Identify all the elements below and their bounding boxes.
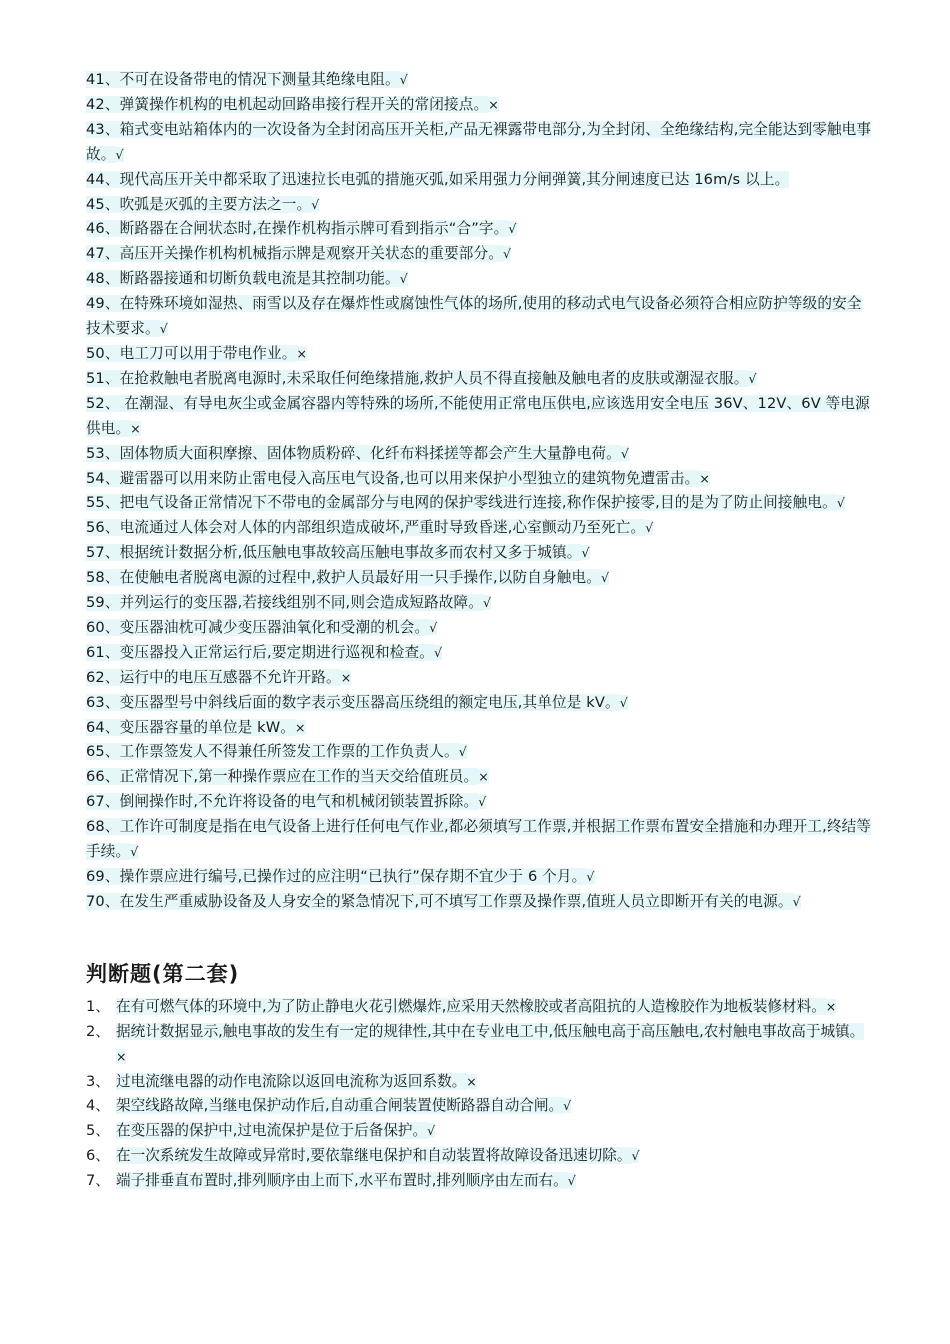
answer-mark: √: [429, 619, 438, 635]
answer-mark: √: [645, 520, 654, 536]
question-item: [86, 815, 872, 865]
question-item: [86, 68, 872, 93]
question-text: 据统计数据显示,触电事故的发生有一定的规律性,其中在专业电工中,低压触电高于高压触电,农村触电事故高于城镇。: [116, 1022, 865, 1040]
question-text: 架空线路故障,当继电保护动作后,自动重合闸装置使断路器自动合闸。: [116, 1097, 564, 1115]
question-text: 50、电工刀可以用于带电作业。: [86, 344, 297, 362]
question-text: 49、在特殊环境如湿热、雨雪以及存在爆炸性或腐蚀性气体的场所,使用的移动式电气设备必须符合相应防护等级的安全技术要求。: [86, 295, 862, 338]
question-text: 在有可燃气体的环境中,为了防止静电火花引燃爆炸,应采用天然橡胶或者高阻抗的人造橡胶作为地板装修材料。: [116, 997, 826, 1015]
answer-mark: √: [581, 545, 590, 561]
question-text: 64、变压器容量的单位是 kW。: [86, 718, 296, 736]
question-text: 57、根据统计数据分析,低压触电事故较高压触电事故多而农村又多于城镇。: [86, 544, 582, 562]
question-number: 4、: [86, 1097, 110, 1115]
question-item: [86, 591, 872, 616]
question-text: 65、工作票签发人不得兼任所签发工作票的工作负责人。: [86, 743, 459, 761]
question-item: [86, 1169, 872, 1194]
question-number: 2、: [86, 1022, 110, 1040]
question-text: 45、吹弧是灭弧的主要方法之一。: [86, 195, 312, 213]
question-list-part1: [86, 68, 872, 915]
question-text: 54、避雷器可以用来防止雷电侵入高压电气设备,也可以用来保护小型独立的建筑物免遭雷击。: [86, 469, 700, 487]
answer-mark: √: [502, 246, 512, 262]
answer-mark: ×: [340, 669, 352, 685]
answer-mark: √: [458, 744, 467, 760]
answer-mark: ×: [488, 96, 499, 112]
question-text: 端子排垂直布置时,排列顺序由上而下,水平布置时,排列顺序由左而右。: [116, 1172, 568, 1190]
question-number: 6、: [86, 1147, 110, 1165]
question-item: [86, 666, 872, 691]
answer-mark: ×: [116, 1048, 127, 1064]
section-title: 判断题(第二套): [86, 961, 240, 986]
question-item: [86, 865, 872, 890]
question-item: [86, 691, 872, 716]
answer-mark: √: [586, 869, 595, 884]
question-item: [86, 1020, 872, 1070]
question-item: [86, 491, 872, 516]
question-text: 69、操作票应进行编号,已操作过的应注明“已执行”保存期不宜少于 6 个月。: [86, 868, 587, 885]
question-item: [86, 292, 872, 342]
answer-mark: √: [311, 196, 320, 212]
question-item: [86, 566, 872, 591]
question-body: [116, 1169, 872, 1194]
question-item: [86, 1144, 872, 1169]
answer-mark: √: [508, 221, 517, 237]
question-number: 7、: [86, 1172, 110, 1190]
answer-mark: ×: [130, 420, 141, 436]
answer-mark: ×: [478, 769, 489, 785]
question-item: [86, 790, 872, 815]
answer-mark: ×: [296, 345, 308, 361]
answer-mark: √: [748, 370, 757, 386]
question-text: 63、变压器型号中斜线后面的数字表示变压器高压绕组的额定电压,其单位是 kV。: [86, 693, 620, 711]
answer-mark: √: [567, 1173, 576, 1189]
question-body: [116, 1020, 872, 1070]
question-item: [86, 716, 872, 741]
answer-mark: ×: [825, 998, 837, 1014]
answer-mark: √: [434, 644, 443, 660]
question-number: 3、: [86, 1072, 110, 1090]
document-page: [86, 68, 872, 1194]
question-text: 56、电流通过人体会对人体的内部组织造成破坏,严重时导致昏迷,心室颤动乃至死亡。: [86, 519, 646, 537]
question-text: 61、变压器投入正常运行后,要定期进行巡视和检查。: [86, 643, 435, 661]
question-item: [86, 93, 872, 118]
answer-mark: ×: [466, 1073, 477, 1089]
question-body: [116, 995, 872, 1020]
answer-mark: √: [427, 1123, 436, 1139]
answer-mark: √: [792, 893, 801, 909]
answer-mark: √: [478, 794, 487, 810]
answer-mark: √: [619, 694, 628, 710]
question-item: [86, 541, 872, 566]
question-text: 在变压器的保护中,过电流保护是位于后备保护。: [116, 1122, 428, 1140]
answer-mark: √: [601, 570, 610, 586]
answer-mark: √: [159, 321, 168, 337]
question-item: [86, 516, 872, 541]
question-item: [86, 168, 872, 193]
question-text: 47、高压开关操作机构机械指示牌是观察开关状态的重要部分。: [86, 245, 503, 263]
question-item: [86, 890, 872, 915]
question-text: 70、在发生严重威胁设备及人身安全的紧急情况下,可不填写工作票及操作票,值班人员立即断开有关的电源。: [86, 892, 793, 910]
question-number: 5、: [86, 1122, 110, 1140]
answer-mark: √: [115, 146, 124, 162]
answer-mark: √: [399, 72, 408, 87]
question-item: [86, 740, 872, 765]
question-text: 43、箱式变电站箱体内的一次设备为全封闭高压开关柜,产品无裸露带电部分,为全封闭、全绝缘结构,完全能达到零触电事故。: [86, 120, 872, 163]
question-text: 60、变压器油枕可减少变压器油氧化和受潮的机会。: [86, 618, 430, 636]
question-text: 46、断路器在合闸状态时,在操作机构指示牌可看到指示“合”字。: [86, 220, 509, 238]
question-item: [86, 467, 872, 492]
answer-mark: √: [836, 495, 846, 511]
question-text: 66、正常情况下,第一种操作票应在工作的当天交给值班员。: [86, 768, 479, 786]
question-item: [86, 641, 872, 666]
question-item: [86, 1094, 872, 1119]
question-text: 51、在抢救触电者脱离电源时,未采取任何绝缘措施,救护人员不得直接触及触电者的皮肤或潮湿衣服。: [86, 369, 749, 387]
question-text: 67、倒闸操作时,不允许将设备的电气和机械闭锁装置拆除。: [86, 793, 479, 811]
question-item: [86, 342, 872, 367]
question-body: [116, 1144, 872, 1169]
answer-mark: √: [563, 1098, 572, 1114]
answer-mark: √: [620, 445, 630, 461]
answer-mark: ×: [699, 470, 711, 486]
question-item: [86, 616, 872, 641]
question-text: 68、工作许可制度是指在电气设备上进行任何电气作业,都必须填写工作票,并根据工作票布置安全措施和办理开工,终结等手续。: [86, 818, 872, 861]
question-item: [86, 1119, 872, 1144]
question-item: [86, 193, 872, 218]
question-text: 42、弹簧操作机构的电机起动回路串接行程开关的常闭接点。: [86, 95, 489, 113]
question-text: 53、固体物质大面积摩擦、固体物质粉碎、化纤布料揉搓等都会产生大量静电荷。: [86, 444, 621, 462]
question-item: [86, 217, 872, 242]
answer-mark: √: [483, 595, 492, 611]
question-item: [86, 392, 872, 442]
question-text: 59、并列运行的变压器,若接线组别不同,则会造成短路故障。: [86, 594, 484, 612]
question-text: 52、 在潮湿、有导电灰尘或金属容器内等特殊的场所,不能使用正常电压供电,应该选用安全电压 36V、12V、6V 等电源供电。: [86, 394, 870, 437]
answer-mark: √: [631, 1148, 640, 1164]
question-item: [86, 765, 872, 790]
answer-mark: √: [130, 844, 139, 860]
question-number: 1、: [86, 997, 110, 1015]
answer-mark: ×: [295, 719, 306, 735]
question-body: [116, 1070, 872, 1095]
question-text: 在一次系统发生故障或异常时,要依靠继电保护和自动装置将故障设备迅速切除。: [116, 1147, 632, 1165]
question-text: 过电流继电器的动作电流除以返回电流称为返回系数。: [116, 1072, 467, 1090]
question-text: 58、在使触电者脱离电源的过程中,救护人员最好用一只手操作,以防自身触电。: [86, 569, 601, 587]
question-body: [116, 1119, 872, 1144]
question-text: 62、运行中的电压互感器不允许开路。: [86, 668, 341, 686]
question-item: [86, 367, 872, 392]
question-item: [86, 118, 872, 168]
question-text: 41、不可在设备带电的情况下测量其绝缘电阻。: [86, 71, 400, 88]
question-item: [86, 242, 872, 267]
question-item: [86, 442, 872, 467]
question-text: 44、现代高压开关中都采取了迅速拉长电弧的措施灭弧,如采用强力分闸弹簧,其分闸速度已达 16m/s 以上。: [86, 170, 790, 188]
question-item: [86, 1070, 872, 1095]
answer-mark: √: [399, 271, 408, 287]
question-text: 48、断路器接通和切断负载电流是其控制功能。: [86, 270, 400, 288]
question-list-part2: [86, 995, 872, 1194]
question-item: [86, 267, 872, 292]
question-body: [116, 1094, 872, 1119]
question-text: 55、把电气设备正常情况下不带电的金属部分与电网的保护零线进行连接,称作保护接零,目的是为了防止间接触电。: [86, 494, 837, 512]
question-item: [86, 995, 872, 1020]
